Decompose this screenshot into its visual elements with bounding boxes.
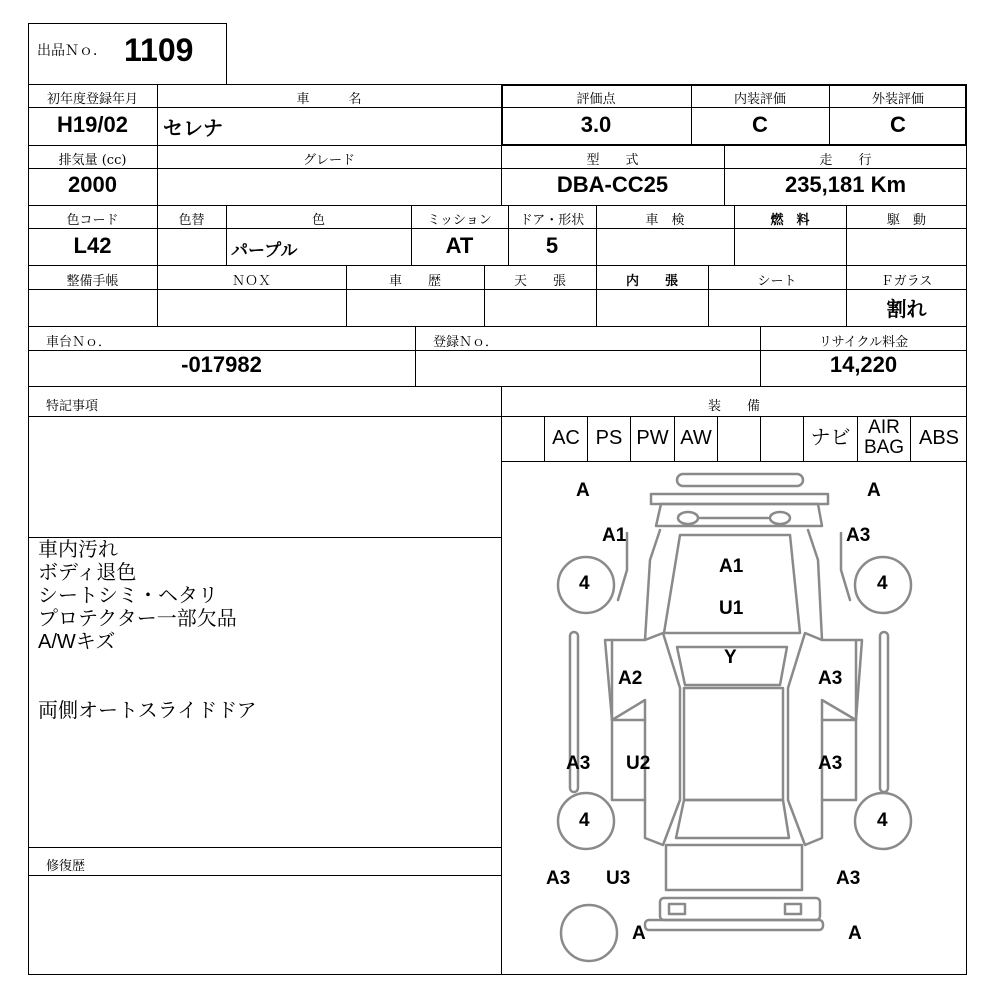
chassis-number-label: 車台Ｎｏ． — [46, 335, 112, 350]
interior-grade-value: C — [752, 112, 768, 137]
rule — [28, 168, 967, 169]
damage-mark: A3 — [818, 668, 843, 689]
tire-value-rear-right: 4 — [877, 810, 888, 831]
car-name-value: セレナ — [163, 118, 223, 140]
damage-mark: A1 — [719, 556, 744, 577]
exterior-grade-value: C — [890, 112, 906, 137]
tire-value-front-right: 4 — [877, 573, 888, 594]
roof-lining-label: 天 張 — [513, 274, 566, 289]
equipment-label: 装 備 — [707, 399, 760, 414]
equipment-item — [761, 416, 803, 460]
color-code-value: L42 — [73, 233, 112, 258]
equipment-item — [718, 416, 760, 460]
equipment-item-abs: ABS — [918, 427, 960, 449]
rule — [415, 326, 416, 386]
score-value: 3.0 — [580, 112, 612, 137]
repair-history-label: 修復歴 — [46, 859, 86, 874]
displacement-value: 2000 — [68, 172, 117, 197]
repaint-label: 色替 — [178, 213, 205, 228]
rule — [28, 847, 502, 848]
door-label: ドア・形状 — [519, 213, 585, 228]
equipment-item-pw: PW — [636, 427, 669, 449]
front-glass-value: 割れ — [886, 299, 927, 321]
model-value: DBA-CC25 — [556, 172, 669, 197]
rule — [857, 416, 858, 461]
damage-mark: U1 — [719, 598, 744, 619]
mileage-value: 235,181 Km — [784, 172, 907, 197]
equipment-item-airbag: AIR BAG — [863, 417, 905, 458]
damage-mark: U2 — [626, 753, 651, 774]
front-glass-label: Ｆガラス — [880, 274, 933, 289]
equipment-item-ps: PS — [595, 427, 623, 449]
grade-label: グレード — [302, 153, 355, 168]
rule — [28, 265, 967, 266]
damage-mark: A3 — [546, 868, 571, 889]
car-diagram — [502, 462, 966, 974]
rule — [28, 205, 967, 206]
mission-label: ミッション — [427, 213, 492, 228]
rule — [28, 289, 967, 290]
damage-mark: A3 — [566, 753, 591, 774]
damage-mark: A2 — [618, 668, 643, 689]
lot-number-value: 1109 — [124, 32, 194, 68]
equipment-item-navi: ナビ — [810, 427, 851, 449]
equipment-item — [502, 416, 544, 460]
score-label: 評価点 — [576, 92, 616, 107]
rule — [28, 386, 967, 387]
inspection-label: 車 検 — [645, 213, 685, 228]
door-value: 5 — [545, 233, 559, 258]
rule — [28, 326, 967, 327]
note-line: プロテクター一部欠品 — [38, 608, 237, 630]
recycle-fee-label: リサイクル料金 — [818, 335, 909, 350]
displacement-label: 排気量 (cc) — [58, 153, 127, 168]
damage-mark: A3 — [846, 525, 871, 546]
damage-mark: U3 — [606, 868, 631, 889]
interior-trim-label: 内 張 — [625, 274, 678, 289]
equipment-item-aw: AW — [680, 427, 712, 449]
lot-number-label: 出品Ｎｏ． — [37, 43, 107, 59]
note-line: ボディ退色 — [38, 562, 137, 584]
exterior-grade-label: 外装評価 — [871, 92, 924, 107]
damage-mark: A — [576, 480, 590, 501]
rule — [28, 350, 967, 351]
seat-label: シート — [757, 274, 797, 289]
chassis-number-value: -017982 — [181, 352, 262, 377]
mileage-label: 走 行 — [819, 153, 872, 168]
rule — [28, 228, 967, 229]
damage-mark: A3 — [836, 868, 861, 889]
first-registration-label: 初年度登録年月 — [46, 92, 138, 107]
equipment-item-ac: AC — [552, 427, 580, 449]
damage-mark: A — [848, 923, 862, 944]
mission-value: AT — [445, 233, 474, 258]
note-line: 車内汚れ — [38, 539, 118, 561]
color-value: パープル — [231, 241, 298, 260]
tire-value-rear-left: 4 — [579, 810, 590, 831]
model-label: 型 式 — [586, 153, 639, 168]
first-registration-value: H19/02 — [57, 112, 128, 137]
damage-mark: A3 — [818, 753, 843, 774]
rule — [28, 875, 502, 876]
vehicle-history-label: 車 歴 — [388, 274, 441, 289]
recycle-fee-value: 14,220 — [829, 352, 898, 377]
damage-mark: A1 — [602, 525, 627, 546]
damage-mark: A — [632, 923, 646, 944]
color-label: 色 — [311, 213, 325, 228]
interior-grade-label: 内装評価 — [733, 92, 786, 107]
color-code-label: 色コード — [66, 213, 119, 228]
car-name-label: 車 名 — [296, 92, 362, 107]
registration-number-label: 登録Ｎｏ． — [433, 335, 499, 350]
maintenance-record-label: 整備手帳 — [66, 274, 119, 289]
fuel-label: 燃 料 — [770, 213, 810, 228]
damage-mark: Y — [724, 647, 737, 668]
damage-mark: A — [867, 480, 881, 501]
drive-label: 駆 動 — [886, 213, 926, 228]
tire-value-front-left: 4 — [579, 573, 590, 594]
note-line: A/Wキズ — [38, 631, 116, 653]
note-line: シートシミ・ヘタリ — [38, 585, 218, 607]
notes-label: 特記事項 — [46, 399, 99, 414]
lot-number-box — [28, 23, 227, 85]
rule — [28, 537, 502, 538]
nox-label: ＮＯＸ — [231, 274, 271, 289]
note-line: 両側オートスライドドア — [38, 700, 257, 722]
